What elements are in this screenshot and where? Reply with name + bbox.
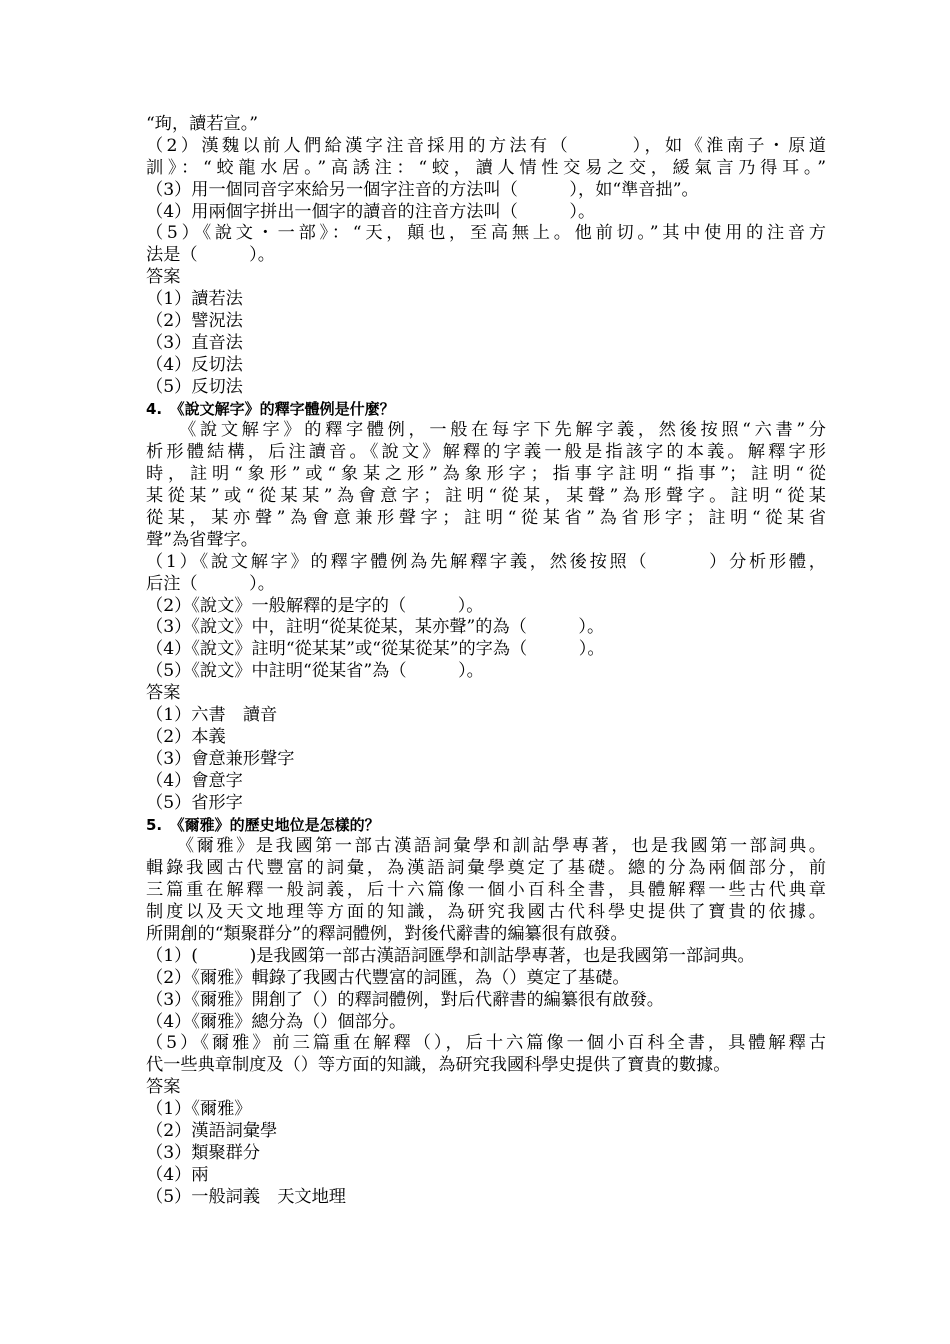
text-line: 某從某”或“從某某”為會意字；註明“從某，某聲”為形聲字。註明“從某 bbox=[146, 486, 826, 507]
section-heading: 5. 《爾雅》的歷史地位是怎樣的？ bbox=[146, 815, 380, 834]
answer-list bbox=[146, 705, 826, 814]
document-page bbox=[146, 114, 826, 1209]
answer-item: （3）會意兼形聲字 bbox=[146, 748, 295, 769]
answer-item: （3）直音法 bbox=[146, 332, 243, 353]
section-top-questions bbox=[146, 114, 826, 267]
question-list bbox=[146, 552, 826, 683]
text-line: 聲”為省聲字。 bbox=[146, 529, 258, 550]
text-line: （4）用兩個字拼出一個字的讀音的注音方法叫（ ）。 bbox=[146, 201, 596, 222]
question-line: 后注（ ）。 bbox=[146, 573, 275, 594]
answer-item: （2）本義 bbox=[146, 726, 226, 747]
text-line: （3）用一個同音字來給另一個字注音的方法叫（ ），如“準音拙”。 bbox=[146, 179, 699, 200]
answer-item: （5）一般詞義 天文地理 bbox=[146, 1186, 346, 1207]
text-line: 析形體結構，后注讀音。《說文》解釋的字義一般是指該字的本義。解釋字形 bbox=[146, 442, 826, 463]
question-line: （3）《爾雅》開創了（）的釋詞體例，對后代辭書的編纂很有啟發。 bbox=[146, 989, 664, 1010]
answer-item: （4）會意字 bbox=[146, 770, 243, 791]
section-paragraph bbox=[146, 836, 826, 945]
question-line: 代一些典章制度及（）等方面的知識，為研究我國科學史提供了寶貴的數據。 bbox=[146, 1055, 731, 1076]
question-line: （4）《說文》註明“從某某”或“從某從某”的字為（ ）。 bbox=[146, 639, 605, 660]
question-line: （1）( )是我國第一部古漢語詞匯學和訓詁學專著，也是我國第一部詞典。 bbox=[146, 945, 755, 966]
text-line: 法是（ ）。 bbox=[146, 245, 275, 266]
answer-item: （4）兩 bbox=[146, 1164, 209, 1185]
answer-item: （5）反切法 bbox=[146, 376, 243, 397]
answer-item: （1）六書 讀音 bbox=[146, 705, 278, 726]
question-line: （2）《說文》一般解釋的是字的（ ）。 bbox=[146, 595, 484, 616]
question-line: （2）《爾雅》輯錄了我國古代豐富的詞匯，為（）奠定了基礎。 bbox=[146, 967, 630, 988]
answer-item: （5）省形字 bbox=[146, 792, 243, 813]
section-heading: 4. 《說文解字》的釋字體例是什麼？ bbox=[146, 399, 395, 418]
text-line: 時，註明“象形”或“象某之形”為象形字；指事字註明“指事”；註明“從 bbox=[146, 464, 826, 485]
answer-label: 答案 bbox=[146, 267, 181, 288]
answer-list bbox=[146, 1099, 826, 1208]
text-line: “珣，讀若宣。” bbox=[146, 114, 259, 134]
text-line: 從某，某亦聲”為會意兼形聲字；註明“從某省”為省形字；註明“從某省 bbox=[146, 508, 826, 529]
text-line: 訓》：“蛟龍水居。”高誘注：“蛟，讀人情性交易之交，緩氣言乃得耳。” bbox=[146, 157, 826, 178]
text-line: （2）漢魏以前人們給漢字注音採用的方法有（ ），如《淮南子・原道 bbox=[146, 135, 826, 156]
answer-item: （1）《爾雅》 bbox=[146, 1099, 252, 1120]
text-line: 所開創的“類聚群分”的釋詞體例，對後代辭書的編纂很有啟發。 bbox=[146, 923, 628, 944]
question-line: （3）《說文》中，註明“從某從某，某亦聲”的為（ ）。 bbox=[146, 617, 605, 638]
section-paragraph bbox=[146, 420, 826, 551]
text-line: 《爾雅》是我國第一部古漢語詞彙學和訓詁學專著，也是我國第一部詞典。 bbox=[146, 836, 826, 857]
text-line: 輯錄我國古代豐富的詞彙，為漢語詞彙學奠定了基礎。總的分為兩個部分，前 bbox=[146, 858, 826, 879]
answer-item: （2）譬況法 bbox=[146, 311, 243, 332]
text-line: 《說文解字》的釋字體例，一般在每字下先解字義，然後按照“六書”分 bbox=[146, 420, 826, 441]
question-line: （5）《說文》中註明“從某省”為（ ）。 bbox=[146, 661, 484, 682]
question-line: （5）《爾雅》前三篇重在解釋（），后十六篇像一個小百科全書，具體解釋古 bbox=[146, 1033, 826, 1054]
text-line: 三篇重在解釋一般詞義，后十六篇像一個小百科全書，具體解釋一些古代典章 bbox=[146, 880, 826, 901]
answer-label: 答案 bbox=[146, 683, 181, 704]
answer-item: （3）類聚群分 bbox=[146, 1142, 261, 1163]
question-line: （1）《說文解字》的釋字體例為先解釋字義，然後按照（ ）分析形體， bbox=[146, 551, 826, 572]
answer-label: 答案 bbox=[146, 1077, 181, 1098]
answer-item: （1）讀若法 bbox=[146, 289, 243, 310]
answer-item: （2）漢語詞彙學 bbox=[146, 1120, 278, 1141]
question-list bbox=[146, 946, 826, 1077]
text-line: 制度以及天文地理等方面的知識，為研究我國古代科學史提供了寶貴的依據。 bbox=[146, 902, 826, 923]
text-line: （5）《說文・一部》：“天，顛也，至高無上。他前切。”其中使用的注音方 bbox=[146, 223, 826, 244]
answer-item: （4）反切法 bbox=[146, 354, 243, 375]
answer-list bbox=[146, 289, 826, 398]
question-line: （4）《爾雅》總分為（）個部分。 bbox=[146, 1011, 407, 1032]
